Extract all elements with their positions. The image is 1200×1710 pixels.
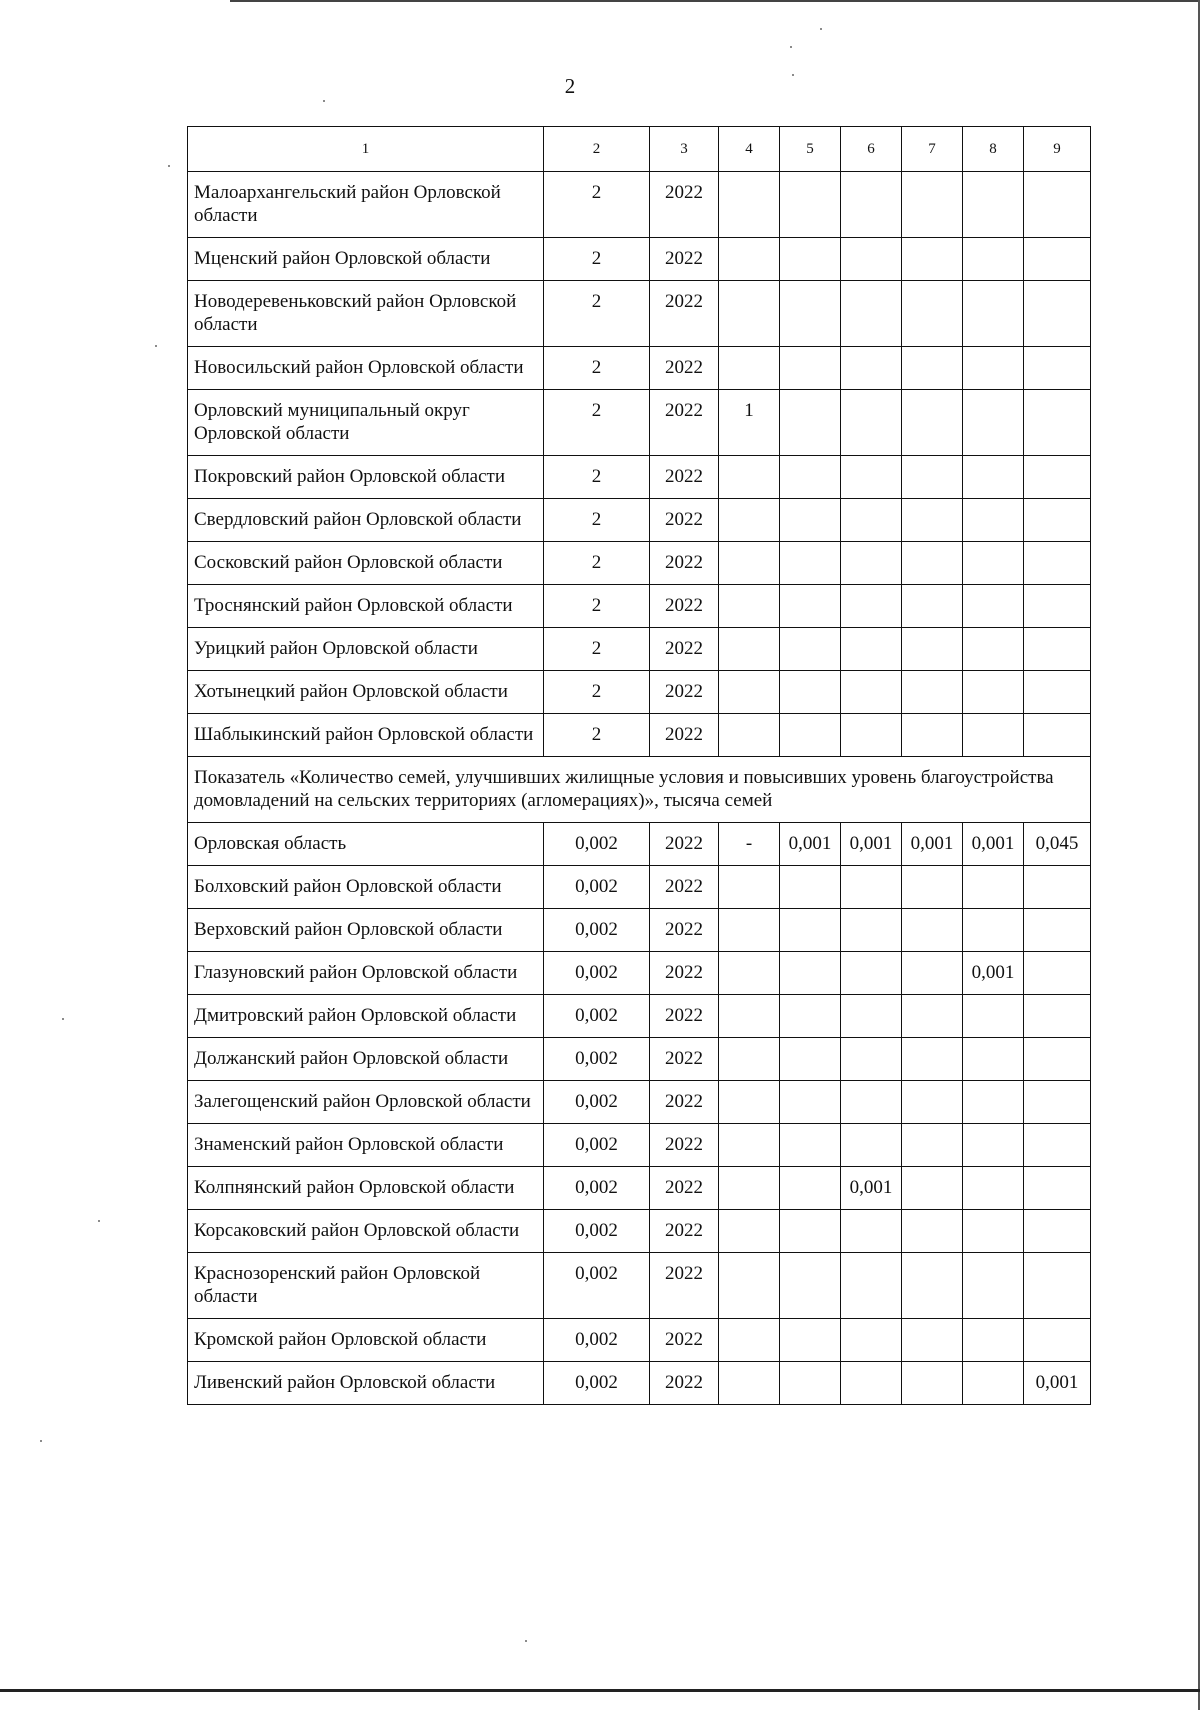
value-cell bbox=[841, 1362, 902, 1405]
row-label-cell: Сосковский район Орловской области bbox=[188, 542, 544, 585]
value-cell: - bbox=[719, 823, 780, 866]
value-cell: 0,001 bbox=[841, 823, 902, 866]
value-cell bbox=[719, 671, 780, 714]
value-cell: 1 bbox=[719, 390, 780, 456]
value-cell bbox=[841, 281, 902, 347]
value-cell bbox=[719, 172, 780, 238]
value-cell bbox=[780, 628, 841, 671]
row-label-cell: Краснозоренский район Орловской области bbox=[188, 1253, 544, 1319]
value-cell bbox=[963, 1081, 1024, 1124]
value-cell bbox=[780, 390, 841, 456]
value-cell bbox=[902, 1319, 963, 1362]
table-row bbox=[188, 1210, 1091, 1253]
value-cell bbox=[780, 1253, 841, 1319]
row-label-cell: Дмитровский район Орловской области bbox=[188, 995, 544, 1038]
value-cell bbox=[841, 909, 902, 952]
value-cell: 0,045 bbox=[1024, 823, 1091, 866]
value-cell bbox=[780, 1319, 841, 1362]
value-cell: 0,002 bbox=[544, 1038, 650, 1081]
value-cell bbox=[719, 628, 780, 671]
value-cell: 2022 bbox=[650, 1362, 719, 1405]
value-cell: 2 bbox=[544, 542, 650, 585]
row-label-cell: Ливенский район Орловской области bbox=[188, 1362, 544, 1405]
table-row bbox=[188, 714, 1091, 757]
table-row bbox=[188, 1124, 1091, 1167]
value-cell: 2 bbox=[544, 347, 650, 390]
value-cell bbox=[1024, 714, 1091, 757]
value-cell bbox=[963, 1210, 1024, 1253]
row-label-cell: Новосильский район Орловской области bbox=[188, 347, 544, 390]
value-cell: 2 bbox=[544, 281, 650, 347]
header-cell: 8 bbox=[963, 127, 1024, 172]
value-cell bbox=[963, 390, 1024, 456]
value-cell bbox=[902, 281, 963, 347]
value-cell: 0,002 bbox=[544, 952, 650, 995]
value-cell: 2 bbox=[544, 172, 650, 238]
value-cell bbox=[841, 866, 902, 909]
value-cell bbox=[780, 1210, 841, 1253]
value-cell: 0,002 bbox=[544, 1081, 650, 1124]
value-cell bbox=[963, 671, 1024, 714]
value-cell: 0,002 bbox=[544, 995, 650, 1038]
value-cell bbox=[719, 542, 780, 585]
header-cell: 5 bbox=[780, 127, 841, 172]
value-cell bbox=[963, 542, 1024, 585]
value-cell bbox=[841, 1124, 902, 1167]
value-cell bbox=[963, 238, 1024, 281]
value-cell: 0,001 bbox=[902, 823, 963, 866]
scan-border-bottom bbox=[0, 1689, 1200, 1692]
value-cell bbox=[780, 172, 841, 238]
value-cell bbox=[1024, 1167, 1091, 1210]
value-cell: 2022 bbox=[650, 1167, 719, 1210]
value-cell: 0,001 bbox=[963, 823, 1024, 866]
row-label-cell: Залегощенский район Орловской области bbox=[188, 1081, 544, 1124]
value-cell bbox=[719, 499, 780, 542]
value-cell bbox=[841, 714, 902, 757]
section-title: Показатель «Количество семей, улучшивших жилищные условия и повысивших уровень благоустройства домовладений на сельских территориях (агломерациях)», тысяча семей bbox=[188, 757, 1091, 823]
value-cell bbox=[963, 456, 1024, 499]
table-row bbox=[188, 238, 1091, 281]
table-row bbox=[188, 1081, 1091, 1124]
value-cell: 2022 bbox=[650, 281, 719, 347]
row-label-cell: Хотынецкий район Орловской области bbox=[188, 671, 544, 714]
value-cell bbox=[1024, 238, 1091, 281]
value-cell: 2022 bbox=[650, 456, 719, 499]
row-label-cell: Глазуновский район Орловской области bbox=[188, 952, 544, 995]
value-cell: 0,002 bbox=[544, 1124, 650, 1167]
value-cell: 2022 bbox=[650, 671, 719, 714]
value-cell bbox=[902, 714, 963, 757]
value-cell: 2 bbox=[544, 390, 650, 456]
value-cell bbox=[780, 995, 841, 1038]
value-cell bbox=[1024, 542, 1091, 585]
value-cell bbox=[902, 1038, 963, 1081]
value-cell: 2 bbox=[544, 238, 650, 281]
value-cell bbox=[780, 456, 841, 499]
section-row bbox=[188, 757, 1091, 823]
value-cell bbox=[902, 456, 963, 499]
value-cell bbox=[1024, 1210, 1091, 1253]
value-cell: 0,002 bbox=[544, 1362, 650, 1405]
row-label-cell: Знаменский район Орловской области bbox=[188, 1124, 544, 1167]
value-cell bbox=[902, 866, 963, 909]
value-cell bbox=[780, 671, 841, 714]
value-cell bbox=[902, 909, 963, 952]
value-cell bbox=[902, 1210, 963, 1253]
data-table bbox=[187, 126, 1091, 1405]
value-cell bbox=[1024, 1124, 1091, 1167]
row-label-cell: Болховский район Орловской области bbox=[188, 866, 544, 909]
value-cell: 0,002 bbox=[544, 823, 650, 866]
scan-border-top bbox=[230, 0, 1200, 2]
table-row bbox=[188, 866, 1091, 909]
value-cell bbox=[719, 995, 780, 1038]
value-cell bbox=[719, 1081, 780, 1124]
value-cell: 0,002 bbox=[544, 1253, 650, 1319]
row-label-cell: Троснянский район Орловской области bbox=[188, 585, 544, 628]
value-cell bbox=[902, 542, 963, 585]
value-cell bbox=[902, 1253, 963, 1319]
value-cell bbox=[963, 995, 1024, 1038]
value-cell bbox=[841, 347, 902, 390]
value-cell bbox=[963, 1253, 1024, 1319]
header-cell: 1 bbox=[188, 127, 544, 172]
value-cell: 2 bbox=[544, 456, 650, 499]
value-cell bbox=[780, 952, 841, 995]
value-cell bbox=[902, 347, 963, 390]
value-cell bbox=[719, 1253, 780, 1319]
value-cell: 0,001 bbox=[1024, 1362, 1091, 1405]
row-label-cell: Новодеревеньковский район Орловской области bbox=[188, 281, 544, 347]
table-row bbox=[188, 909, 1091, 952]
value-cell: 2 bbox=[544, 628, 650, 671]
table-row bbox=[188, 347, 1091, 390]
value-cell bbox=[1024, 671, 1091, 714]
value-cell: 2022 bbox=[650, 714, 719, 757]
value-cell: 2 bbox=[544, 671, 650, 714]
value-cell bbox=[841, 1038, 902, 1081]
value-cell bbox=[841, 456, 902, 499]
table-row bbox=[188, 952, 1091, 995]
value-cell bbox=[719, 1038, 780, 1081]
value-cell bbox=[1024, 347, 1091, 390]
value-cell bbox=[963, 628, 1024, 671]
value-cell bbox=[902, 499, 963, 542]
header-cell: 4 bbox=[719, 127, 780, 172]
value-cell bbox=[841, 238, 902, 281]
value-cell bbox=[719, 909, 780, 952]
value-cell bbox=[780, 1038, 841, 1081]
value-cell bbox=[719, 456, 780, 499]
value-cell bbox=[902, 390, 963, 456]
table-row bbox=[188, 499, 1091, 542]
value-cell bbox=[719, 1167, 780, 1210]
value-cell bbox=[1024, 281, 1091, 347]
value-cell: 0,002 bbox=[544, 1210, 650, 1253]
row-label-cell: Корсаковский район Орловской области bbox=[188, 1210, 544, 1253]
value-cell bbox=[719, 281, 780, 347]
table-row bbox=[188, 1253, 1091, 1319]
value-cell bbox=[1024, 1038, 1091, 1081]
value-cell bbox=[841, 1081, 902, 1124]
value-cell: 2022 bbox=[650, 1081, 719, 1124]
value-cell bbox=[841, 671, 902, 714]
value-cell: 2022 bbox=[650, 1319, 719, 1362]
value-cell bbox=[1024, 628, 1091, 671]
table-row bbox=[188, 390, 1091, 456]
value-cell bbox=[1024, 909, 1091, 952]
value-cell bbox=[902, 172, 963, 238]
value-cell bbox=[841, 1210, 902, 1253]
row-label-cell: Свердловский район Орловской области bbox=[188, 499, 544, 542]
table-row bbox=[188, 671, 1091, 714]
header-cell: 9 bbox=[1024, 127, 1091, 172]
value-cell bbox=[963, 585, 1024, 628]
value-cell bbox=[841, 542, 902, 585]
row-label-cell: Малоархангельский район Орловской области bbox=[188, 172, 544, 238]
value-cell bbox=[963, 1167, 1024, 1210]
value-cell bbox=[719, 238, 780, 281]
value-cell bbox=[902, 1167, 963, 1210]
value-cell: 2022 bbox=[650, 1038, 719, 1081]
value-cell bbox=[780, 909, 841, 952]
value-cell bbox=[780, 714, 841, 757]
value-cell bbox=[780, 585, 841, 628]
value-cell bbox=[902, 238, 963, 281]
value-cell bbox=[841, 499, 902, 542]
value-cell bbox=[1024, 585, 1091, 628]
value-cell bbox=[902, 1362, 963, 1405]
value-cell bbox=[841, 1319, 902, 1362]
row-label-cell: Верховский район Орловской области bbox=[188, 909, 544, 952]
value-cell bbox=[841, 628, 902, 671]
row-label-cell: Кромской район Орловской области bbox=[188, 1319, 544, 1362]
value-cell bbox=[902, 671, 963, 714]
header-cell: 3 bbox=[650, 127, 719, 172]
table-row bbox=[188, 1319, 1091, 1362]
value-cell bbox=[719, 952, 780, 995]
value-cell bbox=[902, 995, 963, 1038]
value-cell: 2022 bbox=[650, 628, 719, 671]
value-cell bbox=[780, 866, 841, 909]
value-cell: 2 bbox=[544, 714, 650, 757]
value-cell bbox=[963, 1124, 1024, 1167]
table-row bbox=[188, 823, 1091, 866]
value-cell bbox=[1024, 952, 1091, 995]
value-cell bbox=[963, 1362, 1024, 1405]
row-label-cell: Шаблыкинский район Орловской области bbox=[188, 714, 544, 757]
row-label-cell: Покровский район Орловской области bbox=[188, 456, 544, 499]
value-cell: 2 bbox=[544, 585, 650, 628]
value-cell bbox=[719, 347, 780, 390]
header-cell: 6 bbox=[841, 127, 902, 172]
value-cell bbox=[841, 390, 902, 456]
value-cell bbox=[780, 1124, 841, 1167]
table-row bbox=[188, 585, 1091, 628]
table-header-row bbox=[188, 127, 1091, 172]
value-cell: 2022 bbox=[650, 1253, 719, 1319]
value-cell: 2022 bbox=[650, 542, 719, 585]
value-cell bbox=[719, 866, 780, 909]
row-label-cell: Урицкий район Орловской области bbox=[188, 628, 544, 671]
value-cell bbox=[719, 1362, 780, 1405]
value-cell: 2022 bbox=[650, 952, 719, 995]
value-cell: 2022 bbox=[650, 585, 719, 628]
value-cell bbox=[719, 1319, 780, 1362]
value-cell: 2022 bbox=[650, 1124, 719, 1167]
value-cell: 2022 bbox=[650, 499, 719, 542]
value-cell bbox=[841, 172, 902, 238]
value-cell bbox=[719, 714, 780, 757]
table-row bbox=[188, 542, 1091, 585]
row-label-cell: Орловский муниципальный округ Орловской области bbox=[188, 390, 544, 456]
value-cell: 2 bbox=[544, 499, 650, 542]
row-label-cell: Орловская область bbox=[188, 823, 544, 866]
value-cell: 2022 bbox=[650, 1210, 719, 1253]
table-row bbox=[188, 1038, 1091, 1081]
value-cell: 2022 bbox=[650, 238, 719, 281]
header-cell: 2 bbox=[544, 127, 650, 172]
value-cell: 0,001 bbox=[780, 823, 841, 866]
value-cell bbox=[1024, 866, 1091, 909]
value-cell bbox=[841, 952, 902, 995]
value-cell bbox=[780, 238, 841, 281]
value-cell: 2022 bbox=[650, 347, 719, 390]
header-cell: 7 bbox=[902, 127, 963, 172]
value-cell bbox=[841, 1253, 902, 1319]
value-cell bbox=[902, 952, 963, 995]
value-cell bbox=[841, 995, 902, 1038]
value-cell: 0,002 bbox=[544, 866, 650, 909]
value-cell bbox=[902, 1124, 963, 1167]
value-cell bbox=[902, 1081, 963, 1124]
value-cell: 2022 bbox=[650, 909, 719, 952]
value-cell bbox=[1024, 1319, 1091, 1362]
value-cell bbox=[1024, 499, 1091, 542]
value-cell bbox=[1024, 1081, 1091, 1124]
value-cell bbox=[963, 172, 1024, 238]
value-cell bbox=[1024, 456, 1091, 499]
value-cell bbox=[719, 1124, 780, 1167]
table-row bbox=[188, 456, 1091, 499]
value-cell: 2022 bbox=[650, 390, 719, 456]
value-cell bbox=[1024, 995, 1091, 1038]
value-cell bbox=[780, 1081, 841, 1124]
value-cell bbox=[963, 347, 1024, 390]
value-cell bbox=[780, 542, 841, 585]
table-row bbox=[188, 995, 1091, 1038]
value-cell bbox=[841, 585, 902, 628]
value-cell bbox=[719, 585, 780, 628]
value-cell bbox=[963, 1319, 1024, 1362]
value-cell: 2022 bbox=[650, 823, 719, 866]
value-cell bbox=[780, 1167, 841, 1210]
value-cell bbox=[963, 281, 1024, 347]
value-cell: 0,002 bbox=[544, 1319, 650, 1362]
page-number: 2 bbox=[564, 74, 576, 98]
value-cell bbox=[902, 628, 963, 671]
value-cell bbox=[1024, 390, 1091, 456]
value-cell bbox=[780, 499, 841, 542]
value-cell bbox=[902, 585, 963, 628]
row-label-cell: Мценский район Орловской области bbox=[188, 238, 544, 281]
value-cell bbox=[963, 714, 1024, 757]
value-cell: 0,002 bbox=[544, 1167, 650, 1210]
row-label-cell: Должанский район Орловской области bbox=[188, 1038, 544, 1081]
value-cell bbox=[719, 1210, 780, 1253]
value-cell: 2022 bbox=[650, 866, 719, 909]
value-cell bbox=[963, 866, 1024, 909]
value-cell: 0,001 bbox=[963, 952, 1024, 995]
table-row bbox=[188, 281, 1091, 347]
table-row bbox=[188, 1362, 1091, 1405]
value-cell bbox=[963, 1038, 1024, 1081]
row-label-cell: Колпнянский район Орловской области bbox=[188, 1167, 544, 1210]
value-cell bbox=[780, 347, 841, 390]
value-cell: 2022 bbox=[650, 995, 719, 1038]
value-cell bbox=[780, 1362, 841, 1405]
table-row bbox=[188, 628, 1091, 671]
value-cell bbox=[1024, 172, 1091, 238]
value-cell: 0,002 bbox=[544, 909, 650, 952]
value-cell bbox=[1024, 1253, 1091, 1319]
table-body bbox=[188, 127, 1091, 1405]
table-row bbox=[188, 172, 1091, 238]
value-cell: 0,001 bbox=[841, 1167, 902, 1210]
value-cell bbox=[963, 499, 1024, 542]
value-cell bbox=[780, 281, 841, 347]
value-cell bbox=[963, 909, 1024, 952]
value-cell: 2022 bbox=[650, 172, 719, 238]
table-row bbox=[188, 1167, 1091, 1210]
